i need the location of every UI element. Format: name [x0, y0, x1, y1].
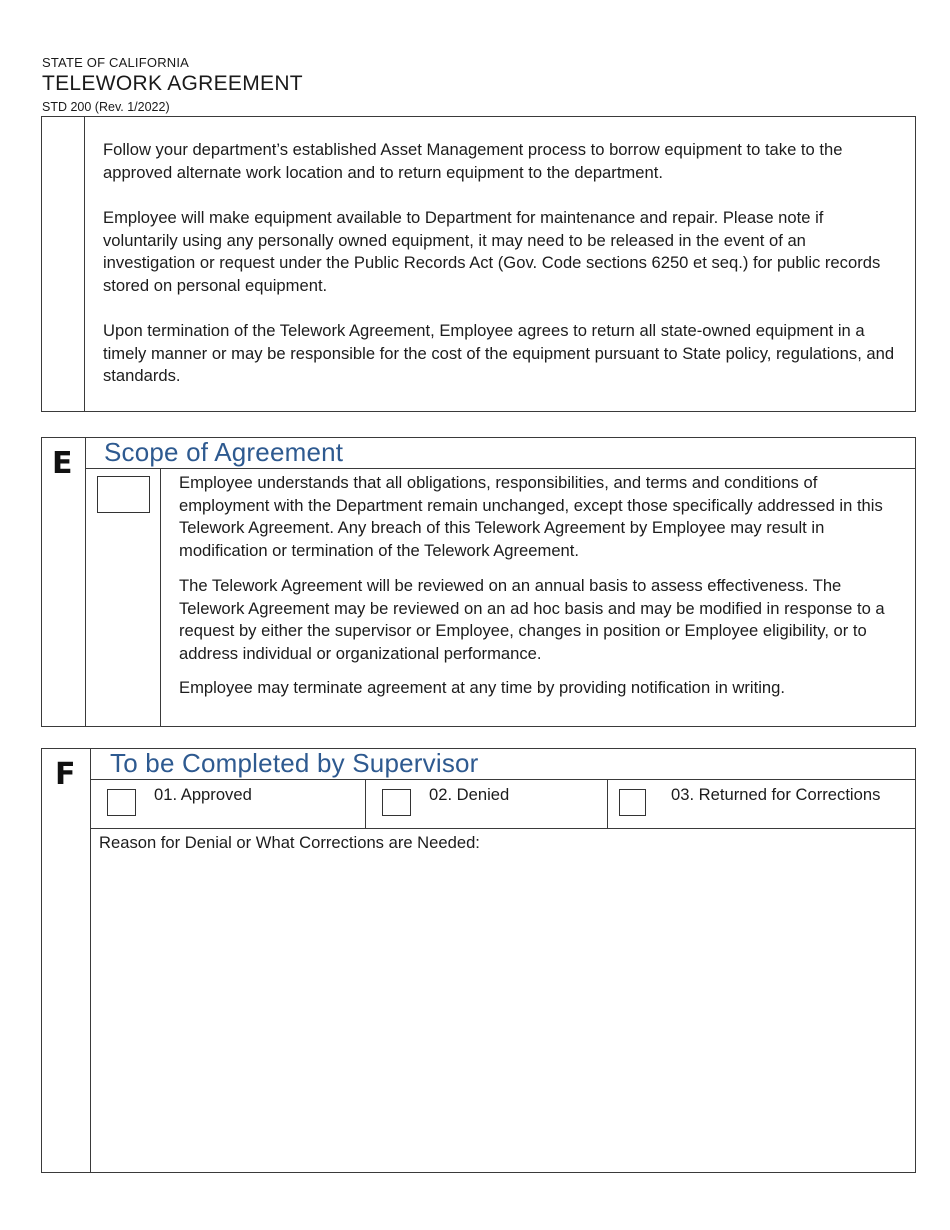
- section-f-title: To be Completed by Supervisor: [110, 748, 479, 778]
- section-f-options-rule: [90, 828, 916, 829]
- section-d-left-column-divider: [84, 116, 85, 412]
- section-e-acknowledge-checkbox[interactable]: [97, 476, 150, 513]
- section-f-letter: F: [55, 757, 76, 792]
- approved-checkbox[interactable]: [107, 789, 136, 816]
- section-f-title-rule: [90, 779, 916, 780]
- reason-text-area[interactable]: [91, 858, 915, 1172]
- section-e-title: Scope of Agreement: [104, 437, 344, 467]
- denied-checkbox[interactable]: [382, 789, 411, 816]
- denied-label: 02. Denied: [429, 785, 510, 804]
- section-e-letter: E: [52, 446, 73, 481]
- returned-for-corrections-checkbox[interactable]: [619, 789, 646, 816]
- returned-for-corrections-label: 03. Returned for Corrections: [671, 785, 881, 804]
- section-e-checkbox-divider: [160, 468, 161, 727]
- section-d-paragraph-asset-management: Follow your department’s established Asset Management process to borrow equipment to take to the approved alternate work location and to return equipment to the department.: [103, 140, 843, 182]
- section-d-paragraph-maintenance: Employee will make equipment available to Department for maintenance and repair. Please note if voluntarily using any personally owned equipment, it may need to be released in the event of an investigation or request under the Public Records Act (Gov. Code sections 6250 et seq.) for public records stored on personal equipment.: [103, 208, 881, 296]
- form-state-label: STATE OF CALIFORNIA: [42, 55, 190, 70]
- approved-label: 01. Approved: [154, 785, 252, 804]
- section-f-option-divider-1: [365, 779, 366, 828]
- section-e-letter-divider: [85, 437, 86, 727]
- section-e-paragraph-obligations: Employee understands that all obligations, responsibilities, and terms and conditions of employment with the Department remain unchanged, except those specifically addressed in this Telework Agreement. Any breach of this Telework Agreement by Employee may result in modification or termination of the Telework Agreement.: [179, 473, 883, 561]
- section-e-title-rule: [85, 468, 916, 469]
- section-e-paragraph-terminate: Employee may terminate agreement at any time by providing notification in writing.: [179, 678, 785, 697]
- section-d-paragraph-termination: Upon termination of the Telework Agreement, Employee agrees to return all state-owned equipment in a timely manner or may be responsible for the cost of the equipment pursuant to State policy, regulations, and standards.: [103, 321, 895, 386]
- form-revision: STD 200 (Rev. 1/2022): [42, 100, 170, 114]
- section-e-paragraph-review: The Telework Agreement will be reviewed on an annual basis to assess effectiveness. The Telework Agreement may be reviewed on an ad hoc basis and may be modified in response to a request by either the supervisor or Employee, changes in position or Employee eligibility, or to address individual or organizational performance.: [179, 576, 885, 664]
- section-f-option-divider-2: [607, 779, 608, 828]
- reason-label: Reason for Denial or What Corrections are Needed:: [99, 833, 480, 852]
- form-title: TELEWORK AGREEMENT: [42, 72, 303, 95]
